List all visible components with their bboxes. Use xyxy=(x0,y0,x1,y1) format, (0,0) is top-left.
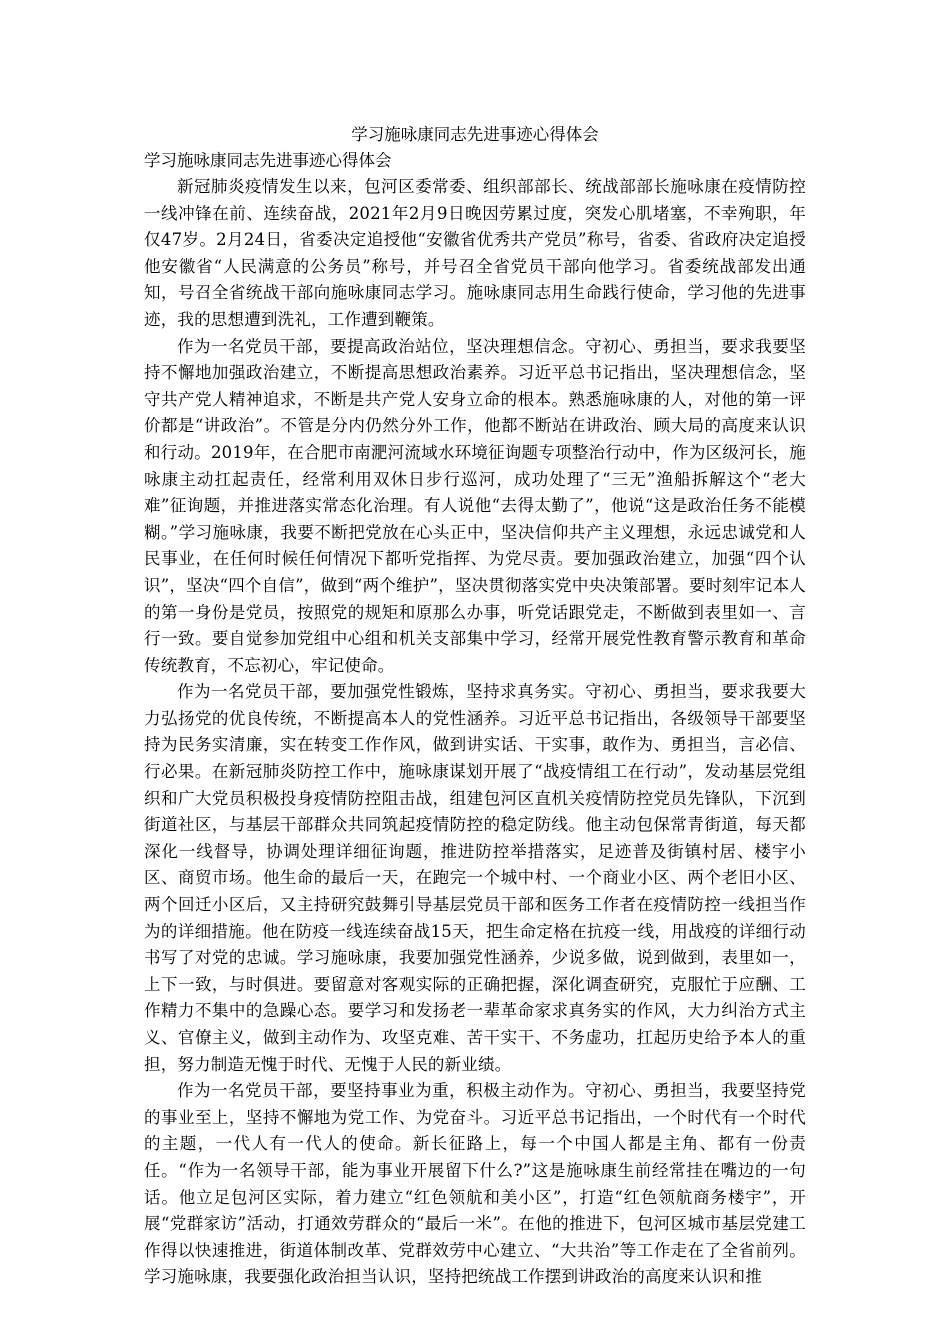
document-subtitle: 学习施咏康同志先进事迹心得体会 xyxy=(144,151,392,170)
document-title: 学习施咏康同志先进事迹心得体会 xyxy=(351,125,599,144)
paragraph-party-spirit: 作为一名党员干部，要加强党性锻炼，坚持求真务实。守初心、勇担当，要求我要大力弘扬党的优良传统，不断提高本人的党性涵养。习近平总书记指出，各级领导干部要坚持为民务实清廉，实在转变工作作风，做到讲实话、干实事，敢作为、勇担当，言必信、行必果。在新冠肺炎防控工作中，施咏康谋划开展了“战疫情组工在行动”，发动基层党组织和广大党员积极投身疫情防控阻击战，组建包河区直机关疫情防控党员先锋队，下沉到街道社区，与基层干部群众共同筑起疫情防控的稳定防线。他主动包保常青街道，每天都深化一线督导，协调处理详细征询题，推进防控举措落实，足迹普及街镇村居、楼宇小区、商贸市场。他生命的最后一天，在跑完一个城中村、一个商业小区、两个老旧小区、两个回迁小区后，又主持研究鼓舞引导基层党员干部和医务工作者在疫情防控一线担当作为的详细措施。他在防疫一线连续奋战15天，把生命定格在抗疫一线，用战疫的详细行动书写了对党的忠诚。学习施咏康，我要加强党性涵养，少说多做，说到做到，表里如一，上下一致，与时俱进。要留意对客观实际的正确把握，深化调查研究，克服忙于应酬、工作精力不集中的急躁心态。要学习和发扬老一辈革命家求真务实的作风，大力纠治方式主义、官僚主义，做到主动作为、攻坚克难、苦干实干、不务虚功，扛起历史给予本人的重担，努力制造无愧于时代、无愧于人民的新业绩。 xyxy=(144,682,806,1074)
paragraph-political: 作为一名党员干部，要提高政治站位，坚决理想信念。守初心、勇担当，要求我要坚持不懈地加强政治建立，不断提高思想政治素养。习近平总书记指出，坚决理想信念，坚守共产党人精神追求，不断是共产党人安身立命的根本。熟悉施咏康的人，对他的第一评价都是“讲政治”。不管是分内仍然分外工作，他都不断站在讲政治、顾大局的高度来认识和行动。2019年，在合肥市南淝河流域水环境征询题专项整治行动中，作为区级河长，施咏康主动扛起责任，经常利用双休日步行巡河，成功处理了“三无”渔船拆解这个“老大难”征询题，并推进落实常态化治理。有人说他“去得太勤了”，他说“这是政治任务不能模糊。”学习施咏康，我要不断把党放在心头正中，坚决信仰共产主义理想，永远忠诚党和人民事业，在任何时候任何情况下都听党指挥、为党尽责。要加强政治建立，加强“四个认识”，坚决“四个自信”，做到“两个维护”，坚决贯彻落实党中央决策部署。要时刻牢记本人的第一身份是党员，按照党的规矩和原那么办事，听党话跟党走，不断做到表里如一、言行一致。要自觉参加党组中心组和机关支部集中学习，经常开展党性教育警示教育和革命传统教育，不忘初心，牢记使命。 xyxy=(144,336,806,675)
paragraph-career: 作为一名党员干部，要坚持事业为重，积极主动作为。守初心、勇担当，我要坚持党的事业至上，坚持不懈地为党工作、为党奋斗。习近平总书记指出，一个时代有一个时代的主题，一代人有一代人的使命。新长征路上，每一个中国人都是主角、都有一份责任。“作为一名领导干部，能为事业开展留下什么?”这是施咏康生前经常挂在嘴边的一句话。他立足包河区实际，着力建立“红色领航和美小区”，打造“红色领航商务楼宇”，开展“党群家访”活动，打通效劳群众的“最后一米”。在他的推进下，包河区城市基层党建工作得以快速推进，街道体制改革、党群效劳中心建立、“大共治”等工作走在了全省前列。学习施咏康，我要强化政治担当认识，坚持把统战工作摆到讲政治的高度来认识和推 xyxy=(144,1081,806,1287)
paragraph-intro: 新冠肺炎疫情发生以来，包河区委常委、组织部部长、统战部部长施咏康在疫情防控一线冲锋在前、连续奋战，2021年2月9日晚因劳累过度，突发心肌堵塞，不幸殉职，年仅47岁。2月24日，省委决定追授他“安徽省优秀共产党员”称号，省委、省政府决定追授他安徽省“人民满意的公务员”称号，并号召全省党员干部向他学习。省委统战部发出通知，号召全省统战干部向施咏康同志学习。施咏康同志用生命践行使命，学习他的先进事迹，我的思想遭到洗礼，工作遭到鞭策。 xyxy=(144,177,806,329)
document-page xyxy=(144,122,806,1291)
